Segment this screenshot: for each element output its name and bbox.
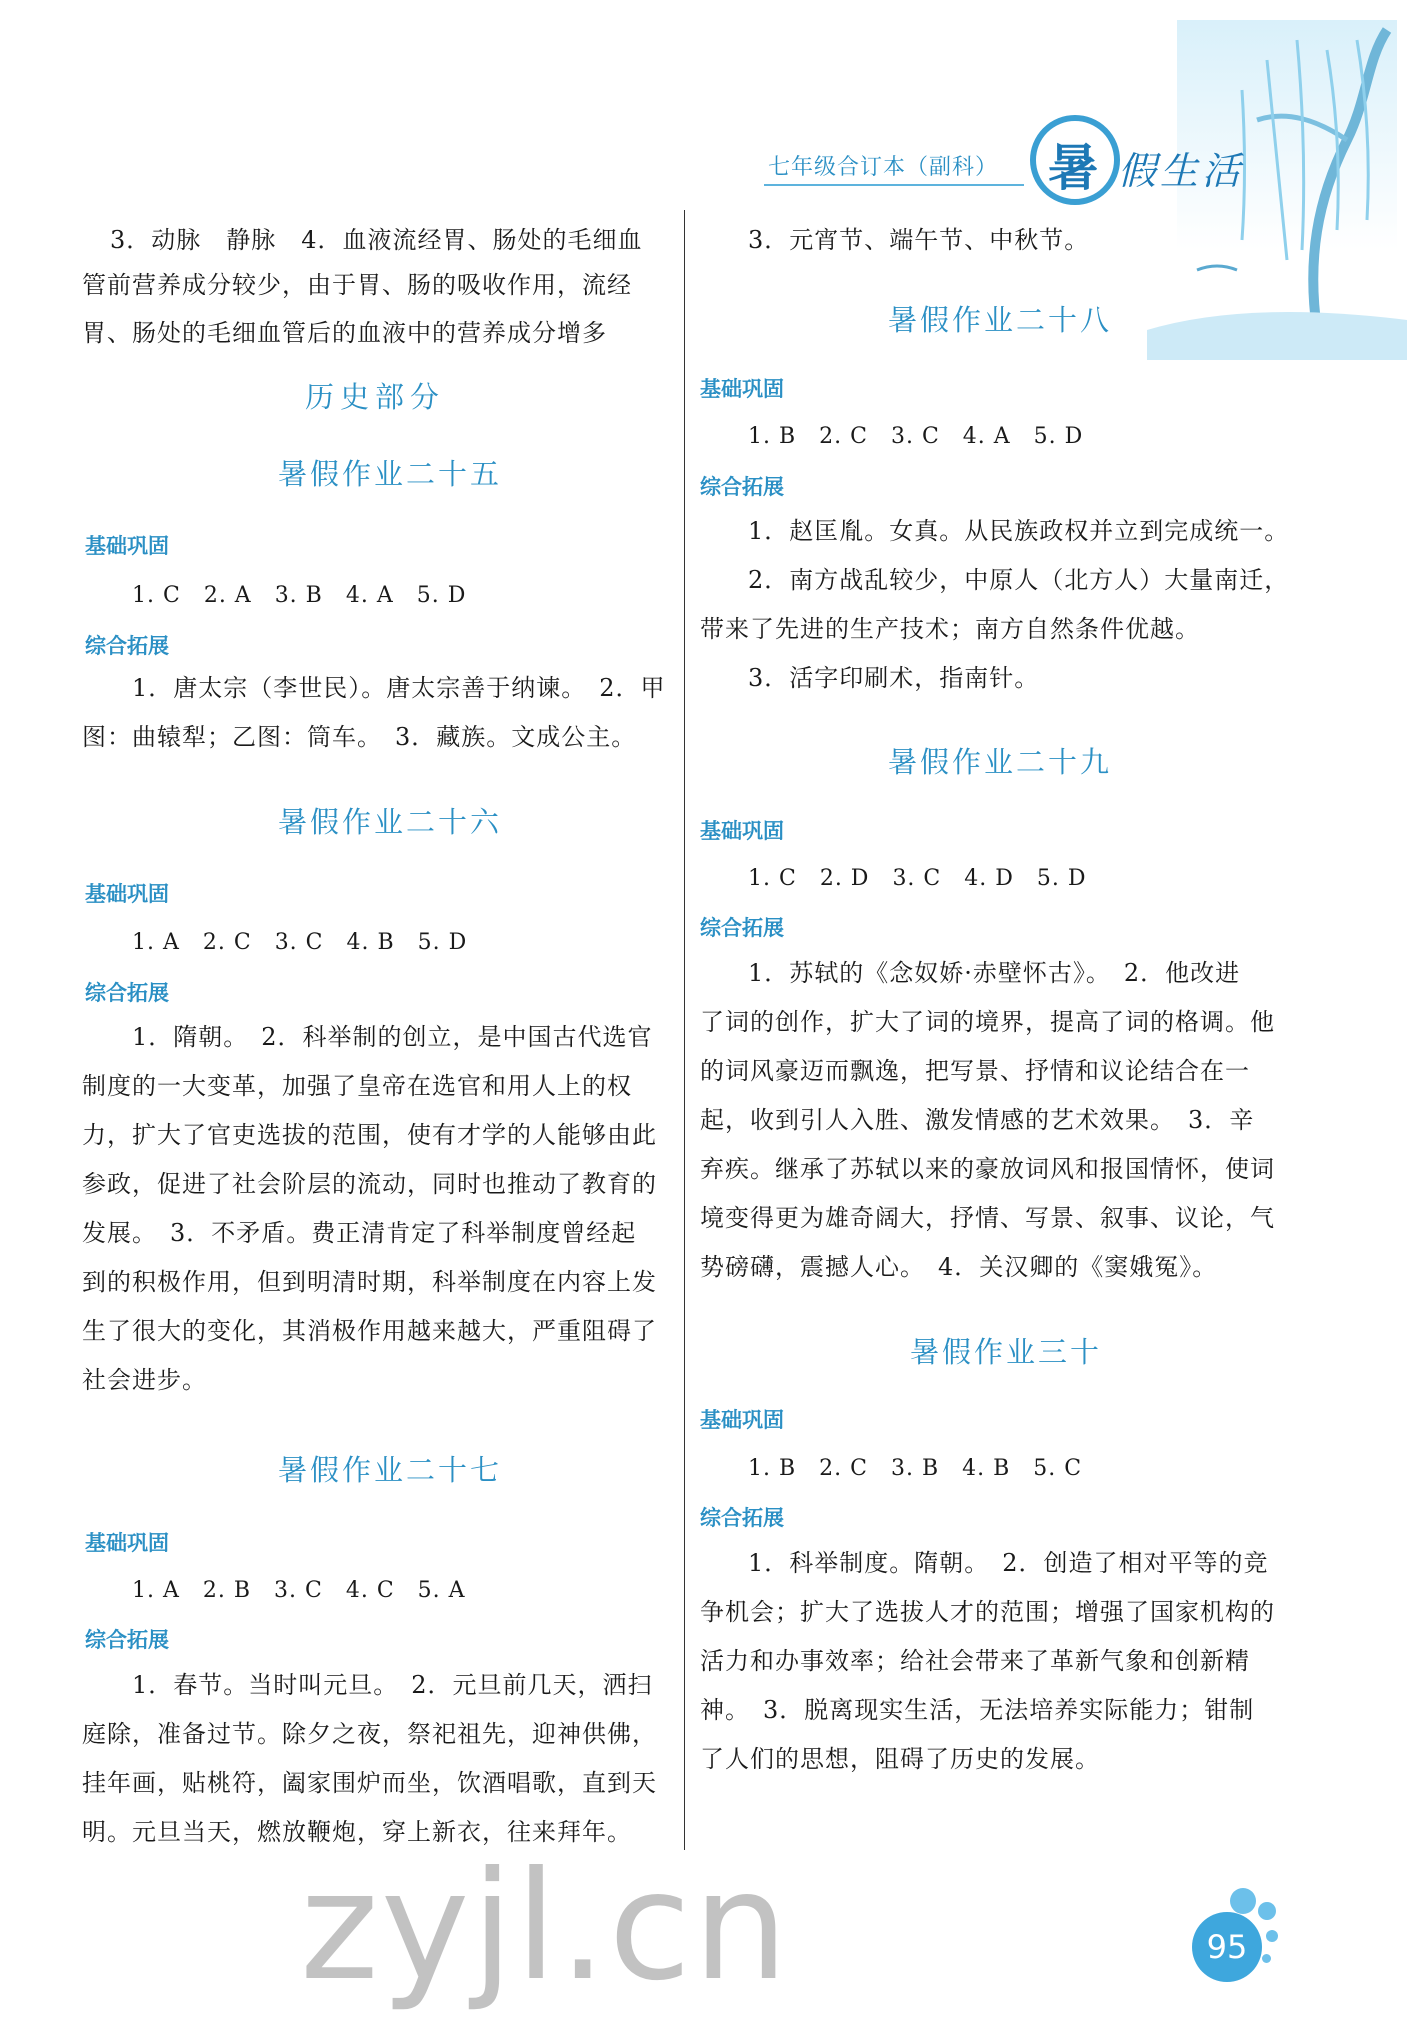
- hw28-ext-label: 综合拓展: [700, 475, 784, 499]
- decor-dot: [1230, 1888, 1256, 1914]
- hw29-basic-answers: 1. C 2. D 3. C 4. D 5. D: [748, 866, 1087, 891]
- hw29-ext-line-6: 境变得更为雄奇阔大，抒情、写景、叙事、议论，气: [700, 1204, 1275, 1232]
- hw27-title: 暑假作业二十七: [278, 1453, 503, 1487]
- header-rule: [764, 184, 1024, 186]
- decor-dot: [1266, 1930, 1278, 1942]
- hw27-ext-line-4: 明。元旦当天，燃放鞭炮，穿上新衣，往来拜年。: [82, 1818, 632, 1846]
- hw29-ext-line-3: 的词风豪迈而飘逸，把写景、抒情和议论结合在一: [700, 1057, 1250, 1085]
- hw30-ext-line-2: 争机会；扩大了选拔人才的范围；增强了国家机构的: [700, 1598, 1275, 1626]
- decor-dot: [1258, 1902, 1276, 1920]
- hw25-ext-line-2: 图：曲辕犁；乙图：筒车。 3．藏族。文成公主。: [82, 723, 637, 751]
- hw29-ext-line-4: 起，收到引人入胜、激发情感的艺术效果。 3．辛: [700, 1106, 1255, 1134]
- left-intro-line-1: 3．动脉 静脉 4．血液流经胃、肠处的毛细血: [110, 226, 643, 254]
- hw27-basic-answers: 1. A 2. B 3. C 4. C 5. A: [132, 1578, 466, 1603]
- hw30-basic-answers: 1. B 2. C 3. B 4. B 5. C: [748, 1456, 1083, 1481]
- left-intro-line-2: 管前营养成分较少，由于胃、肠的吸收作用，流经: [82, 271, 632, 299]
- hw26-ext-line-8: 社会进步。: [82, 1366, 207, 1394]
- hw27-ext-line-3: 挂年画，贴桃符，阖家围炉而坐，饮酒唱歌，直到天: [82, 1769, 657, 1797]
- hw28-basic-label: 基础巩固: [700, 377, 784, 401]
- hw30-ext-line-4: 神。 3．脱离现实生活，无法培养实际能力；钳制: [700, 1696, 1255, 1724]
- left-intro-line-3: 胃、肠处的毛细血管后的血液中的营养成分增多: [82, 319, 607, 347]
- hw26-ext-line-1: 1．隋朝。 2．科举制的创立，是中国古代选官: [132, 1023, 653, 1051]
- hw27-ext-label: 综合拓展: [85, 1628, 169, 1652]
- hw25-basic-answers: 1. C 2. A 3. B 4. A 5. D: [132, 583, 467, 608]
- hw30-title: 暑假作业三十: [910, 1335, 1103, 1369]
- right-intro-line: 3．元宵节、端午节、中秋节。: [748, 226, 1090, 254]
- hw28-title: 暑假作业二十八: [888, 303, 1113, 337]
- hw26-ext-line-7: 生了很大的变化，其消极作用越来越大，严重阻碍了: [82, 1317, 657, 1345]
- hw30-basic-label: 基础巩固: [700, 1408, 784, 1432]
- hw28-ext-line-1: 1．赵匡胤。女真。从民族政权并立到完成统一。: [748, 517, 1290, 545]
- part-title-history: 历史部分: [305, 380, 446, 414]
- hw26-ext-line-4: 参政，促进了社会阶层的流动，同时也推动了教育的: [82, 1170, 657, 1198]
- hw25-ext-label: 综合拓展: [85, 634, 169, 658]
- hw29-ext-label: 综合拓展: [700, 916, 784, 940]
- column-divider: [684, 210, 685, 1850]
- hw29-ext-line-5: 弃疾。继承了苏轼以来的豪放词风和报国情怀，使词: [700, 1155, 1275, 1183]
- hw26-ext-label: 综合拓展: [85, 981, 169, 1005]
- hw25-ext-line-1: 1．唐太宗（李世民）。唐太宗善于纳谏。 2．甲: [132, 674, 666, 702]
- hw28-ext-line-4: 3．活字印刷术，指南针。: [748, 664, 1040, 692]
- hw25-title: 暑假作业二十五: [278, 457, 503, 491]
- brand-logo-rest: 假生活: [1118, 149, 1245, 193]
- hw26-ext-line-5: 发展。 3．不矛盾。费正清肯定了科举制度曾经起: [82, 1219, 637, 1247]
- hw26-ext-line-3: 力，扩大了官吏选拔的范围，使有才学的人能够由此: [82, 1121, 657, 1149]
- hw26-title: 暑假作业二十六: [278, 805, 503, 839]
- hw26-ext-line-2: 制度的一大变革，加强了皇帝在选官和用人上的权: [82, 1072, 632, 1100]
- hw27-ext-line-1: 1．春节。当时叫元旦。 2．元旦前几天，洒扫: [132, 1671, 653, 1699]
- hw27-ext-line-2: 庭除，准备过节。除夕之夜，祭祀祖先，迎神供佛，: [82, 1720, 657, 1748]
- hw29-ext-line-2: 了词的创作，扩大了词的境界，提高了词的格调。他: [700, 1008, 1275, 1036]
- hw29-ext-line-1: 1．苏轼的《念奴娇·赤壁怀古》。 2．他改进: [748, 959, 1241, 987]
- decor-dot: [1262, 1954, 1271, 1963]
- watermark: zyjl.cn: [300, 1840, 791, 2014]
- brand-logo-main: 暑: [1048, 138, 1098, 197]
- hw26-basic-answers: 1. A 2. C 3. C 4. B 5. D: [132, 930, 468, 955]
- hw27-basic-label: 基础巩固: [85, 1531, 169, 1555]
- hw29-ext-line-7: 势磅礴，震撼人心。 4．关汉卿的《窦娥冤》。: [700, 1253, 1218, 1281]
- hw30-ext-line-1: 1．科举制度。隋朝。 2．创造了相对平等的竞: [748, 1549, 1269, 1577]
- hw26-ext-line-6: 到的积极作用，但到明清时期，科举制度在内容上发: [82, 1268, 657, 1296]
- hw28-basic-answers: 1. B 2. C 3. C 4. A 5. D: [748, 424, 1084, 449]
- page-number: 95: [1192, 1912, 1262, 1982]
- hw30-ext-line-3: 活力和办事效率；给社会带来了革新气象和创新精: [700, 1647, 1250, 1675]
- hw25-basic-label: 基础巩固: [85, 534, 169, 558]
- hw28-ext-line-3: 带来了先进的生产技术；南方自然条件优越。: [700, 615, 1200, 643]
- hw29-title: 暑假作业二十九: [888, 745, 1113, 779]
- edition-tag: 七年级合订本（副科）: [768, 155, 999, 180]
- hw30-ext-label: 综合拓展: [700, 1506, 784, 1530]
- hw29-basic-label: 基础巩固: [700, 819, 784, 843]
- hw28-ext-line-2: 2．南方战乱较少，中原人（北方人）大量南迁，: [748, 566, 1290, 594]
- hw30-ext-line-5: 了人们的思想，阻碍了历史的发展。: [700, 1745, 1100, 1773]
- hw26-basic-label: 基础巩固: [85, 882, 169, 906]
